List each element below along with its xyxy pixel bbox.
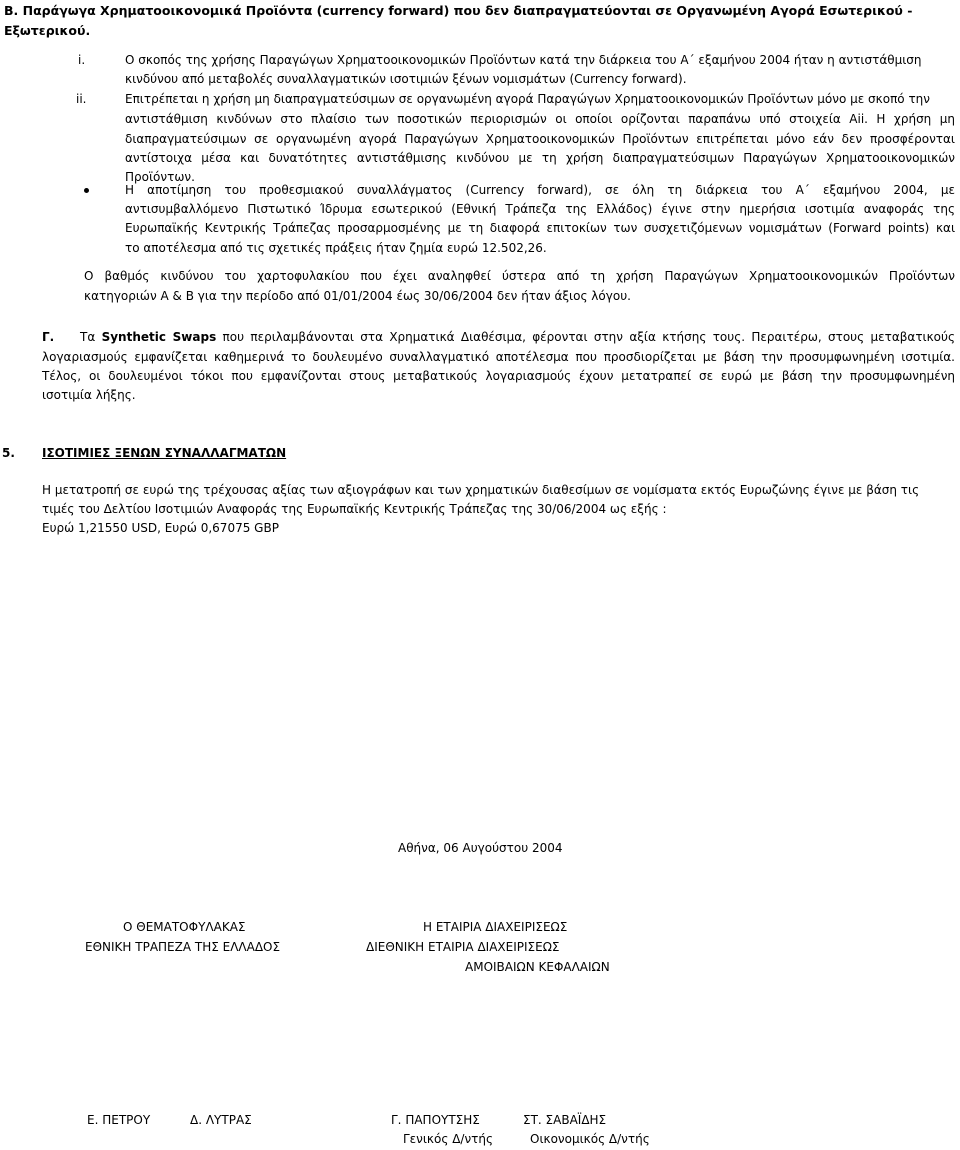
bullet-line-4: το αποτέλεσμα από τις σχετικές πράξεις ήταν ζημία ευρώ 12.502,26. xyxy=(125,241,547,255)
risk-line-2: κατηγοριών Α & Β για την περίοδο από 01/01/2004 έως 30/06/2004 δεν ήταν άξιος λόγου. xyxy=(84,289,631,303)
section-5-line-1: Η μετατροπή σε ευρώ της τρέχουσας αξίας των αξιογράφων και των χρηματικών διαθεσίμων σε νομίσματα εκτός Ευρωζώνης έγινε με βάση τις xyxy=(42,483,920,497)
custodian-name: ΕΘΝΙΚΗ ΤΡΑΠΕΖΑ ΤΗΣ ΕΛΛΑΔΟΣ xyxy=(85,940,281,954)
item-ii-line-4: αντίστοιχα μέσα και δυνατότητες αντιστάθμισης κινδύνου με τη χρήση διαπραγματεύσιμων Παραγώγων Χρηματοοικονομικών xyxy=(125,151,955,165)
section-g-line-4: ισοτιμία λήξης. xyxy=(42,388,136,402)
item-ii-marker: ii. xyxy=(76,92,87,106)
bullet-line-2: αντισυμβαλλόμενο Πιστωτικό Ίδρυμα εσωτερικού (Εθνική Τράπεζα της Ελλάδος) έγινε στην ημερήσια ισοτιμία αναφοράς της xyxy=(125,202,955,216)
signatory-2: Δ. ΛΥΤΡΑΣ xyxy=(190,1113,252,1127)
section-g-line-3: Τέλος, οι δουλευμένοι τόκοι που εμφανίζονται στους μεταβατικούς λογαριασμούς έχουν μετατραπεί σε ευρώ με βάση την προσυμφωνημένη xyxy=(42,369,955,383)
item-ii-line-3: διαπραγματεύσιμων σε οργανωμένη αγορά Παραγώγων Χρηματοοικονομικών Προϊόντων επιτρέπεται μόνο εάν δεν προσφέρονται xyxy=(125,132,955,146)
signatory-1: Ε. ΠΕΤΡΟΥ xyxy=(87,1113,151,1127)
section-g-line-2: λογαριασμούς εμφανίζεται καθημερινά το δουλευμένο συναλλαγματικό αποτέλεσμα που προσδιορίζεται με βάση την προσυμφωνημένη ισοτιμία. xyxy=(42,350,955,364)
section-5-number: 5. xyxy=(2,446,15,460)
section-5-line-2: τιμές του Δελτίου Ισοτιμιών Αναφοράς της Ευρωπαϊκής Κεντρικής Τράπεζας της 30/06/2004 ως εξής : xyxy=(42,502,667,516)
item-ii-line-1: Επιτρέπεται η χρήση μη διαπραγματεύσιμων σε οργανωμένη αγορά Παραγώγων Χρηματοοικονομικών Προϊόντων μόνο με σκοπό την xyxy=(125,92,930,106)
section-5-title: ΙΣΟΤΙΜΙΕΣ ΞΕΝΩΝ ΣΥΝΑΛΛΑΓΜΑΤΩΝ xyxy=(42,446,287,460)
signatory-3-name: Γ. ΠΑΠΟΥΤΣΗΣ xyxy=(391,1113,480,1127)
section-g-label: Γ. xyxy=(42,330,55,344)
signatory-4-role: Οικονομικός Δ/ντής xyxy=(530,1132,650,1146)
company-name-2: ΑΜΟΙΒΑΙΩΝ ΚΕΦΑΛΑΙΩΝ xyxy=(465,960,610,974)
synthetic-swaps-term: Synthetic Swaps xyxy=(101,330,217,344)
signatory-3-role: Γενικός Δ/ντής xyxy=(403,1132,494,1146)
bullet-dot-icon xyxy=(84,188,89,193)
item-i-line-1: Ο σκοπός της χρήσης Παραγώγων Χρηματοοικονομικών Προϊόντων κατά την διάρκεια του Α΄ εξαμήνου 2004 ήταν η αντιστάθμιση xyxy=(125,53,922,67)
risk-line-1: Ο βαθμός κινδύνου του χαρτοφυλακίου που έχει αναληφθεί ύστερα από τη χρήση Παραγώγων Χρηματοοικονομικών Προϊόντων xyxy=(84,269,955,283)
custodian-title: Ο ΘΕΜΑΤΟΦΥΛΑΚΑΣ xyxy=(123,920,246,934)
section-5-line-3: Ευρώ 1,21550 USD, Ευρώ 0,67075 GBP xyxy=(42,521,279,535)
section-b-heading-line1: Β. Παράγωγα Χρηματοοικονομικά Προϊόντα (currency forward) που δεν διαπραγματεύονται σε Οργανωμένη Αγορά Εσωτερικού - xyxy=(4,3,913,18)
place-date: Αθήνα, 06 Αυγούστου 2004 xyxy=(398,841,563,855)
section-g-post-text: που περιλαμβάνονται στα Χρηματικά Διαθέσιμα, φέρονται στην αξία κτήσης τους. Περαιτέρω, στους μεταβατικούς xyxy=(216,330,956,344)
item-ii-line-2: αντιστάθμιση κινδύνων στο πλαίσιο των ποσοτικών περιορισμών οι οποίοι ορίζονται παραπάνω υπό στοιχεία Aii. Η χρήση μη xyxy=(125,112,955,126)
item-ii-line-5: Προϊόντων. xyxy=(125,170,195,184)
bullet-line-3: Ευρωπαϊκής Κεντρικής Τράπεζας προσαρμοσμένης με τη διαφορά επιτοκίων των συσχετιζόμενων νομισμάτων (Forward points) και xyxy=(125,221,955,235)
section-b-heading-line2: Εξωτερικού. xyxy=(4,23,91,38)
item-i-line-2: κινδύνου από μεταβολές συναλλαγματικών ισοτιμιών ξένων νομισμάτων (Currency forward). xyxy=(125,72,687,86)
bullet-line-1: Η αποτίμηση του προθεσμιακού συναλλάγματος (Currency forward), σε όλη τη διάρκεια του Α΄ εξαμήνου 2004, με xyxy=(125,183,955,197)
section-g-pre-text: Τα xyxy=(80,330,102,344)
company-title: Η ΕΤΑΙΡΙΑ ΔΙΑΧΕΙΡΙΣΕΩΣ xyxy=(423,920,568,934)
company-name-1: ΔΙΕΘΝΙΚΗ ΕΤΑΙΡΙΑ ΔΙΑΧΕΙΡΙΣΕΩΣ xyxy=(366,940,560,954)
item-i-marker: i. xyxy=(78,53,86,67)
section-g-line-1 xyxy=(80,327,955,347)
signatory-4-name: ΣΤ. ΣΑΒΑΪΔΗΣ xyxy=(523,1113,607,1127)
